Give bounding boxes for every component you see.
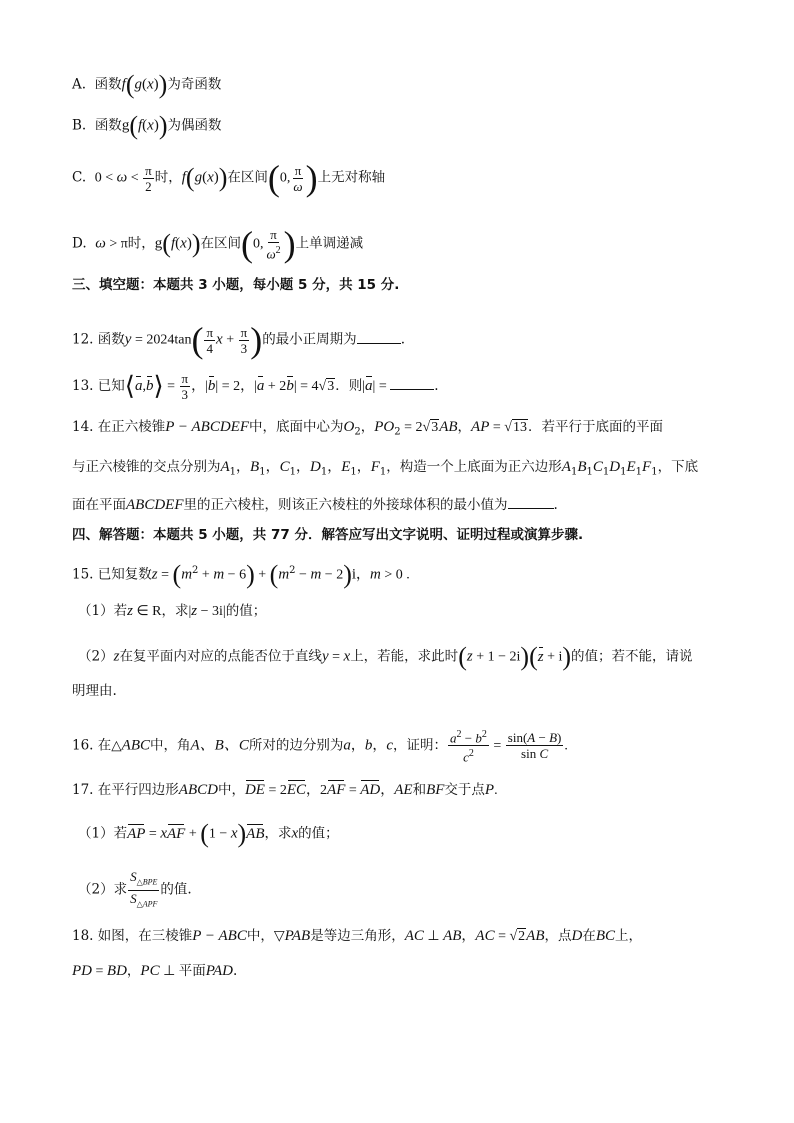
question-14-line-3: 面在平面ABCDEF里的正六棱柱，则该正六棱柱的外接球体积的最小值为 . — [72, 494, 558, 515]
question-15-part-2-cont: 明理由. — [72, 683, 117, 699]
option-b-label: B. — [72, 117, 87, 134]
question-15: 15. 已知复数$z = (m^2 + m - 6) + (m^2 - m - 2)i$，m > 0 . — [72, 560, 410, 589]
option-c-label: C. — [72, 169, 87, 186]
q14-answer-blank[interactable] — [508, 494, 554, 509]
option-d-label: D. — [72, 235, 87, 252]
question-17-part-2: （2）求 $\frac{S_{\triangle BPE}}{S_{\triangle APF}}$ 的值. — [78, 869, 192, 909]
question-14-line-1: 14. 在正六棱锥P − ABCDEF中，底面中心为$O_2$，$PO_2 = 2√3AB$，AP = √13．若平行于底面的平面 — [72, 419, 663, 438]
q17-number: 17. — [72, 782, 94, 798]
q13-number: 13. — [72, 378, 94, 394]
option-a: A. 函数f(g(x))为奇函数 — [72, 70, 222, 99]
option-c: C. 0 < ω < $\frac{\pi}{2}$ 时，f(g(x))在区间(0, $\frac{\pi}{\omega}$ )上无对称轴 — [72, 158, 386, 198]
q14-number: 14. — [72, 419, 94, 435]
question-16: 16. 在△ABC中，角A、B、C所对的边分别为a，b，c，证明： $\frac{a^2 - b^2}{c^2}$ = $\frac{\sin(A - B)}{\text{sin C}}$ . — [72, 729, 568, 765]
option-b: B. 函数g(f(x))为偶函数 — [72, 111, 222, 140]
q12-number: 12. — [72, 331, 94, 348]
question-15-part-2: （2）z在复平面内对应的点能否位于直线y = x上，若能，求此时(z + 1 − 2i)(z + i)的值；若不能，请说 — [78, 642, 693, 671]
question-13: 13. 已知⟨a,b⟩ = $\frac{\pi}{3}$ ，|b| = 2，|a + 2b| = 4√3．则|a| = . — [72, 371, 439, 402]
question-18: 18. 如图，在三棱锥P − ABC中，▽PAB是等边三角形，AC ⊥ AB，AC = √2AB，点D在BC上， — [72, 928, 643, 944]
option-a-label: A. — [72, 76, 87, 93]
q12-answer-blank[interactable] — [357, 329, 401, 344]
question-12: 12. 函数y = 2024tan( $\frac{\pi}{4}$ x + $\frac{\pi}{3}$ )的最小正周期为 . — [72, 320, 405, 360]
question-14-line-2: 与正六棱锥的交点分别为$A_1$，$B_1$，$C_1$，$D_1$，$E_1$，$F_1$，构造一个上底面为正六边形$A_1B_1C_1D_1E_1F_1$，下底 — [72, 459, 699, 478]
section-4-heading: 四、解答题：本题共 5 小题，共 77 分．解答应写出文字说明、证明过程或演算步骤. — [72, 527, 584, 543]
question-15-part-1: （1）若z ∈ R，求|z − 3i|的值； — [78, 603, 267, 619]
option-d: D. ω > π时，g(f(x))在区间(0, $\frac{\pi}{\omega^2}$ )上单调递减 — [72, 224, 364, 264]
question-17-part-1: （1）若AP = xAF + (1 − x)AB，求x的值； — [78, 819, 339, 848]
q18-number: 18. — [72, 928, 94, 944]
q15-number: 15. — [72, 566, 94, 583]
section-3-heading: 三、填空题：本题共 3 小题，每小题 5 分，共 15 分. — [72, 277, 400, 293]
q13-answer-blank[interactable] — [390, 375, 434, 390]
question-18-line-2: PD = BD，PC ⊥ 平面PAD. — [72, 963, 238, 979]
q16-number: 16. — [72, 737, 94, 754]
question-17: 17. 在平行四边形ABCD中，DE = 2EC，2AF = AD，AE和BF交于点P. — [72, 782, 498, 798]
